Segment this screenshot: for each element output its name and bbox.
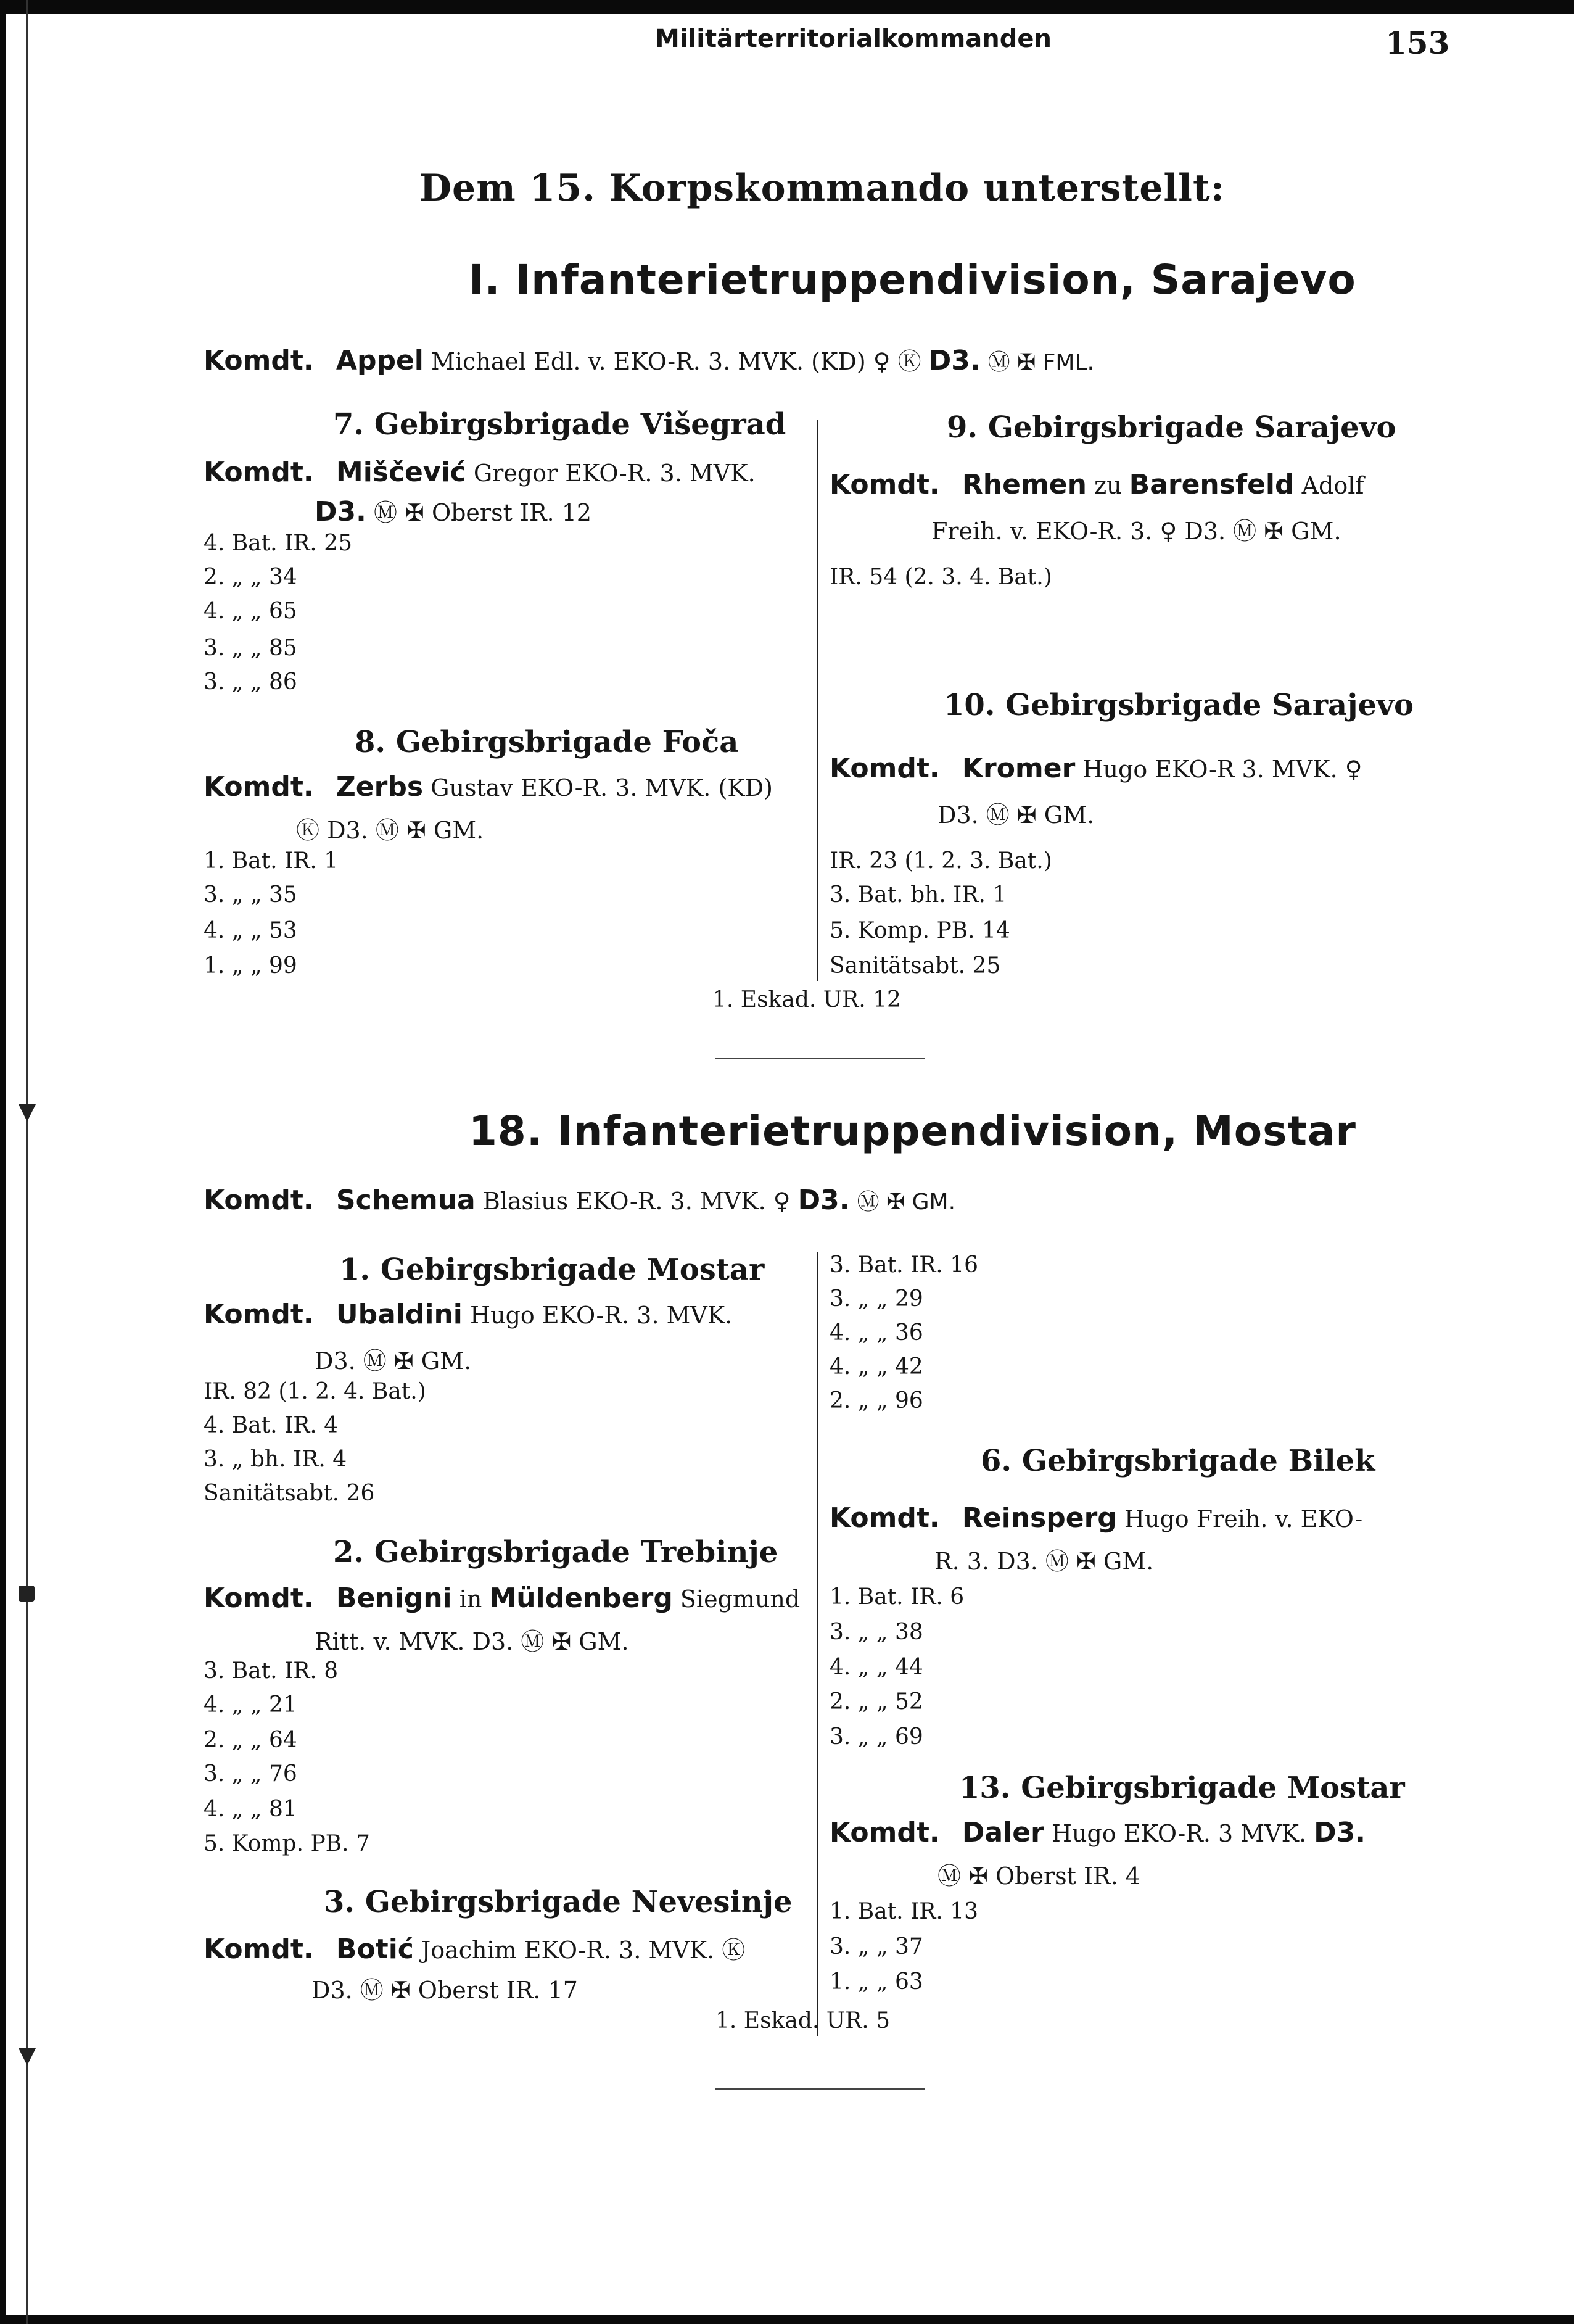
unit-line: 4. „ „ 81 xyxy=(204,1797,297,1822)
unit-line: 3. „ „ 69 xyxy=(830,1724,923,1750)
unit-line: 1. „ „ 63 xyxy=(830,1969,923,1995)
division-18-title: 18. Infanterietruppendivision, Mostar xyxy=(469,1107,1356,1155)
komdt-label: Komdt. xyxy=(204,1299,314,1330)
brigade-3-commander-cont: D3. Ⓜ ✠ Oberst IR. 17 xyxy=(311,1977,578,2004)
unit-line: 3. „ „ 85 xyxy=(204,635,297,661)
commander-name: Schemua xyxy=(336,1185,476,1216)
brigade-7-title: 7. Gebirgsbrigade Višegrad xyxy=(333,407,786,442)
scan-bottom-edge xyxy=(0,2315,1574,2324)
brigade-3-commander xyxy=(204,1931,745,1965)
unit-line: 4. „ „ 65 xyxy=(204,598,297,624)
komdt-label: Komdt. xyxy=(830,1817,940,1848)
page-number: 153 xyxy=(1385,25,1450,61)
unit-line: 1. Bat. IR. 6 xyxy=(830,1584,965,1610)
brigade-1-commander xyxy=(204,1299,732,1330)
commander-name: Benigni xyxy=(336,1582,452,1614)
brigade-7-commander-cont xyxy=(315,494,591,527)
unit-line: 3. „ „ 29 xyxy=(830,1286,923,1312)
commander-details: Hugo Freih. v. EKO- xyxy=(1124,1505,1363,1532)
komdt-label: Komdt. xyxy=(204,1582,314,1614)
brigade-8-commander-cont: Ⓚ D3. Ⓜ ✠ GM. xyxy=(296,817,484,844)
brigade-10-title: 10. Gebirgsbrigade Sarajevo xyxy=(944,688,1414,722)
brigade-10-commander xyxy=(830,753,1362,784)
unit-line: 3. Bat. IR. 8 xyxy=(204,1658,339,1684)
commander-rank: Ⓜ ✠ Oberst IR. 12 xyxy=(373,499,592,526)
commander-name-2: Barensfeld xyxy=(1129,469,1295,500)
division-18-commander xyxy=(204,1185,955,1216)
unit-line: Sanitätsabt. 25 xyxy=(830,953,1001,978)
commander-details: Hugo EKO-R 3. MVK. ♀ xyxy=(1082,756,1362,783)
unit-line: 5. Komp. PB. 7 xyxy=(204,1831,370,1856)
margin-tick-mark xyxy=(19,1586,35,1602)
commander-details: Gregor EKO-R. 3. MVK. xyxy=(473,460,756,487)
unit-line: 4. „ „ 44 xyxy=(830,1655,923,1680)
unit-line: 4. „ „ 36 xyxy=(830,1320,923,1346)
commander-name: Botić xyxy=(336,1933,414,1965)
brigade-10-commander-cont: D3. Ⓜ ✠ GM. xyxy=(937,801,1095,829)
commander-details: Siegmund xyxy=(680,1586,801,1613)
commander-name-2: Müldenberg xyxy=(489,1582,673,1614)
komdt-label: Komdt. xyxy=(204,771,314,803)
commander-name: Zerbs xyxy=(336,771,424,803)
unit-line: 2. „ „ 96 xyxy=(830,1388,923,1413)
unit-line: 4. Bat. IR. 25 xyxy=(204,531,353,556)
commander-rank: Ⓜ ✠ GM. xyxy=(857,1189,956,1215)
commander-d3: D3. xyxy=(1314,1817,1366,1848)
unit-line: 5. Komp. PB. 14 xyxy=(830,918,1010,943)
commander-d3: D3. xyxy=(315,496,366,527)
column-divider xyxy=(817,420,818,981)
unit-line: 1. „ „ 99 xyxy=(204,953,297,978)
unit-line: 3. „ bh. IR. 4 xyxy=(204,1447,347,1472)
unit-line: 2. „ „ 34 xyxy=(204,564,297,590)
brigade-13-commander xyxy=(830,1817,1366,1848)
commander-name: Rhemen xyxy=(962,469,1087,500)
main-title: Dem 15. Korpskommando unterstellt: xyxy=(419,167,1225,210)
unit-line: 3. „ „ 37 xyxy=(830,1934,923,1959)
brigade-1-commander-cont: D3. Ⓜ ✠ GM. xyxy=(315,1347,472,1375)
brigade-7-commander xyxy=(204,457,756,488)
running-header: Militärterritorialkommanden xyxy=(655,25,1052,53)
commander-name: Ubaldini xyxy=(336,1299,463,1330)
commander-details: Hugo EKO-R. 3 MVK. xyxy=(1051,1820,1307,1847)
section-divider xyxy=(715,2088,925,2090)
unit-line: 1. Bat. IR. 13 xyxy=(830,1899,979,1924)
commander-rank: Ⓜ ✠ FML. xyxy=(987,350,1094,375)
brigade-8-commander xyxy=(204,771,773,803)
unit-line: 3. „ „ 35 xyxy=(204,882,297,908)
commander-name: Miščević xyxy=(336,457,466,488)
commander-d3: D3. xyxy=(928,345,981,376)
komdt-label: Komdt. xyxy=(830,1502,940,1534)
unit-line: IR. 82 (1. 2. 4. Bat.) xyxy=(204,1379,426,1404)
commander-details: Gustav EKO-R. 3. MVK. (KD) xyxy=(431,774,773,801)
commander-name: Kromer xyxy=(962,753,1076,784)
komdt-label: Komdt. xyxy=(204,1185,314,1216)
commander-details: Joachim EKO-R. 3. MVK. Ⓚ xyxy=(421,1937,746,1964)
commander-details: Michael Edl. v. EKO-R. 3. MVK. (KD) ♀ Ⓚ xyxy=(431,348,921,375)
section-divider xyxy=(715,1058,925,1059)
commander-details: Blasius EKO-R. 3. MVK. ♀ xyxy=(482,1188,791,1215)
brigade-2-title: 2. Gebirgsbrigade Trebinje xyxy=(333,1535,778,1569)
unit-line: 3. „ „ 86 xyxy=(204,669,297,695)
scan-left-edge xyxy=(0,0,6,2324)
unit-line: 3. Bat. IR. 16 xyxy=(830,1252,979,1278)
commander-name: Appel xyxy=(336,345,424,376)
division-1-title: I. Infanterietruppendivision, Sarajevo xyxy=(469,256,1356,304)
unit-line: IR. 23 (1. 2. 3. Bat.) xyxy=(830,848,1052,874)
unit-line: 4. „ „ 53 xyxy=(204,918,297,943)
komdt-label: Komdt. xyxy=(830,753,940,784)
komdt-label: Komdt. xyxy=(204,345,314,376)
division-1-commander xyxy=(204,342,1094,376)
unit-line: Sanitätsabt. 26 xyxy=(204,1481,375,1506)
unit-line: 2. „ „ 52 xyxy=(830,1689,923,1714)
unit-line: IR. 54 (2. 3. 4. Bat.) xyxy=(830,564,1052,590)
division-1-footer: 1. Eskad. UR. 12 xyxy=(712,987,901,1012)
brigade-6-title: 6. Gebirgsbrigade Bilek xyxy=(981,1444,1375,1478)
commander-details: Hugo EKO-R. 3. MVK. xyxy=(469,1302,733,1329)
brigade-9-title: 9. Gebirgsbrigade Sarajevo xyxy=(947,410,1396,445)
column-divider xyxy=(817,1252,818,2036)
commander-name: Daler xyxy=(962,1817,1044,1848)
scan-top-edge xyxy=(0,0,1574,14)
brigade-9-commander xyxy=(830,469,1364,500)
komdt-label: Komdt. xyxy=(204,457,314,488)
brigade-13-title: 13. Gebirgsbrigade Mostar xyxy=(959,1771,1405,1805)
unit-line: 3. Bat. bh. IR. 1 xyxy=(830,882,1007,908)
division-18-footer: 1. Eskad. UR. 5 xyxy=(715,2008,890,2033)
commander-name: Reinsperg xyxy=(962,1502,1117,1534)
unit-line: 3. „ „ 38 xyxy=(830,1619,923,1645)
margin-arrow-mark xyxy=(19,2048,36,2066)
brigade-6-commander xyxy=(830,1502,1362,1534)
unit-line: 4. „ „ 21 xyxy=(204,1692,297,1718)
binding-margin-rule xyxy=(26,0,28,2324)
brigade-1-title: 1. Gebirgsbrigade Mostar xyxy=(339,1252,765,1287)
brigade-6-commander-cont: R. 3. D3. Ⓜ ✠ GM. xyxy=(934,1548,1154,1575)
commander-particle: in xyxy=(459,1586,482,1613)
brigade-3-title: 3. Gebirgsbrigade Nevesinje xyxy=(324,1885,793,1919)
brigade-2-commander xyxy=(204,1582,800,1614)
brigade-2-commander-cont: Ritt. v. MVK. D3. Ⓜ ✠ GM. xyxy=(315,1628,629,1655)
commander-d3: D3. xyxy=(797,1185,850,1216)
brigade-13-commander-cont: Ⓜ ✠ Oberst IR. 4 xyxy=(937,1863,1140,1890)
komdt-label: Komdt. xyxy=(830,469,940,500)
komdt-label: Komdt. xyxy=(204,1933,314,1965)
unit-line: 2. „ „ 64 xyxy=(204,1727,297,1753)
unit-line: 3. „ „ 76 xyxy=(204,1761,297,1787)
unit-line: 4. Bat. IR. 4 xyxy=(204,1413,339,1438)
unit-line: 4. „ „ 42 xyxy=(830,1354,923,1379)
commander-details: Adolf xyxy=(1301,472,1364,499)
brigade-9-commander-cont: Freih. v. EKO-R. 3. ♀ D3. Ⓜ ✠ GM. xyxy=(931,518,1341,545)
commander-particle: zu xyxy=(1094,472,1122,499)
brigade-8-title: 8. Gebirgsbrigade Foča xyxy=(355,725,739,759)
margin-arrow-mark xyxy=(19,1104,36,1122)
unit-line: 1. Bat. IR. 1 xyxy=(204,848,339,874)
